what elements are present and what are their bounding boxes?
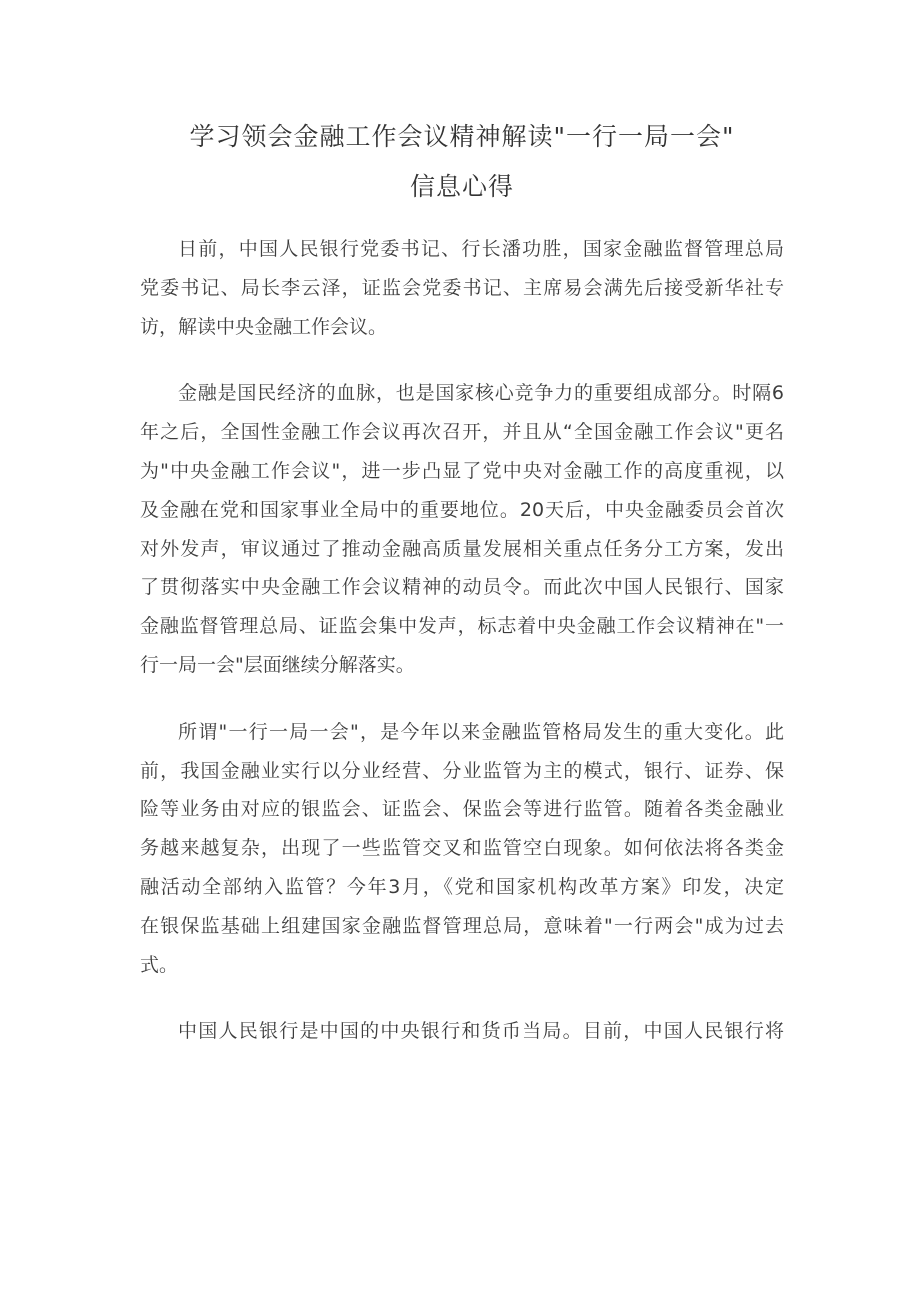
document-body xyxy=(140,230,784,1079)
paragraph-line: 险等业务由对应的银监会、证监会、保监会等进行监管。随着各类金融业 xyxy=(140,798,784,821)
paragraph-line: 在银保监基础上组建国家金融监督管理总局，意味着"一行两会"成为过去 xyxy=(140,914,784,937)
paragraph-line: 党委书记、局长李云泽，证监会党委书记、主席易会满先后接受新华社专 xyxy=(140,276,784,299)
paragraph-4 xyxy=(140,1012,784,1051)
paragraph-line: 务越来越复杂，出现了一些监管交叉和监管空白现象。如何依法将各类金 xyxy=(140,837,784,860)
paragraph-line: 中国人民银行是中国的中央银行和货币当局。目前，中国人民银行将 xyxy=(178,1020,784,1043)
paragraph-line: 日前，中国人民银行党委书记、行长潘功胜，国家金融监督管理总局 xyxy=(178,238,784,260)
paragraph-3 xyxy=(140,713,784,985)
paragraph-line: 金融监督管理总局、证监会集中发声，标志着中央金融工作会议精神在"一 xyxy=(140,615,784,638)
paragraph-line: 金融是国民经济的血脉，也是国家核心竞争力的重要组成部分。时隔6 xyxy=(178,382,784,405)
title-line-2: 信息心得 xyxy=(409,172,514,201)
paragraph-line: 融活动全部纳入监管？今年3月，《党和国家机构改革方案》印发，决定 xyxy=(140,875,784,898)
paragraph-line: 行一局一会"层面继续分解落实。 xyxy=(140,653,415,676)
paragraph-line: 为"中央金融工作会议"，进一步凸显了党中央对金融工作的高度重视，以 xyxy=(140,459,784,482)
paragraph-2 xyxy=(140,374,784,684)
paragraph-1 xyxy=(140,230,784,346)
document-title xyxy=(140,112,784,212)
title-line-1: 学习领会金融工作会议精神解读"一行一局一会" xyxy=(189,122,735,151)
paragraph-line: 前，我国金融业实行以分业经营、分业监管为主的模式，银行、证券、保 xyxy=(140,759,784,782)
paragraph-line: 式。 xyxy=(140,953,179,976)
paragraph-line: 对外发声，审议通过了推动金融高质量发展相关重点任务分工方案，发出 xyxy=(140,537,784,560)
paragraph-line: 及金融在党和国家事业全局中的重要地位。20天后，中央金融委员会首次 xyxy=(140,498,784,521)
paragraph-line: 年之后，全国性金融工作会议再次召开，并且从“全国金融工作会议"更名 xyxy=(140,421,784,444)
paragraph-line: 了贯彻落实中央金融工作会议精神的动员令。而此次中国人民银行、国家 xyxy=(140,576,784,599)
paragraph-line: 所谓"一行一局一会"，是今年以来金融监管格局发生的重大变化。此 xyxy=(178,720,784,743)
paragraph-line: 访，解读中央金融工作会议。 xyxy=(140,315,388,338)
